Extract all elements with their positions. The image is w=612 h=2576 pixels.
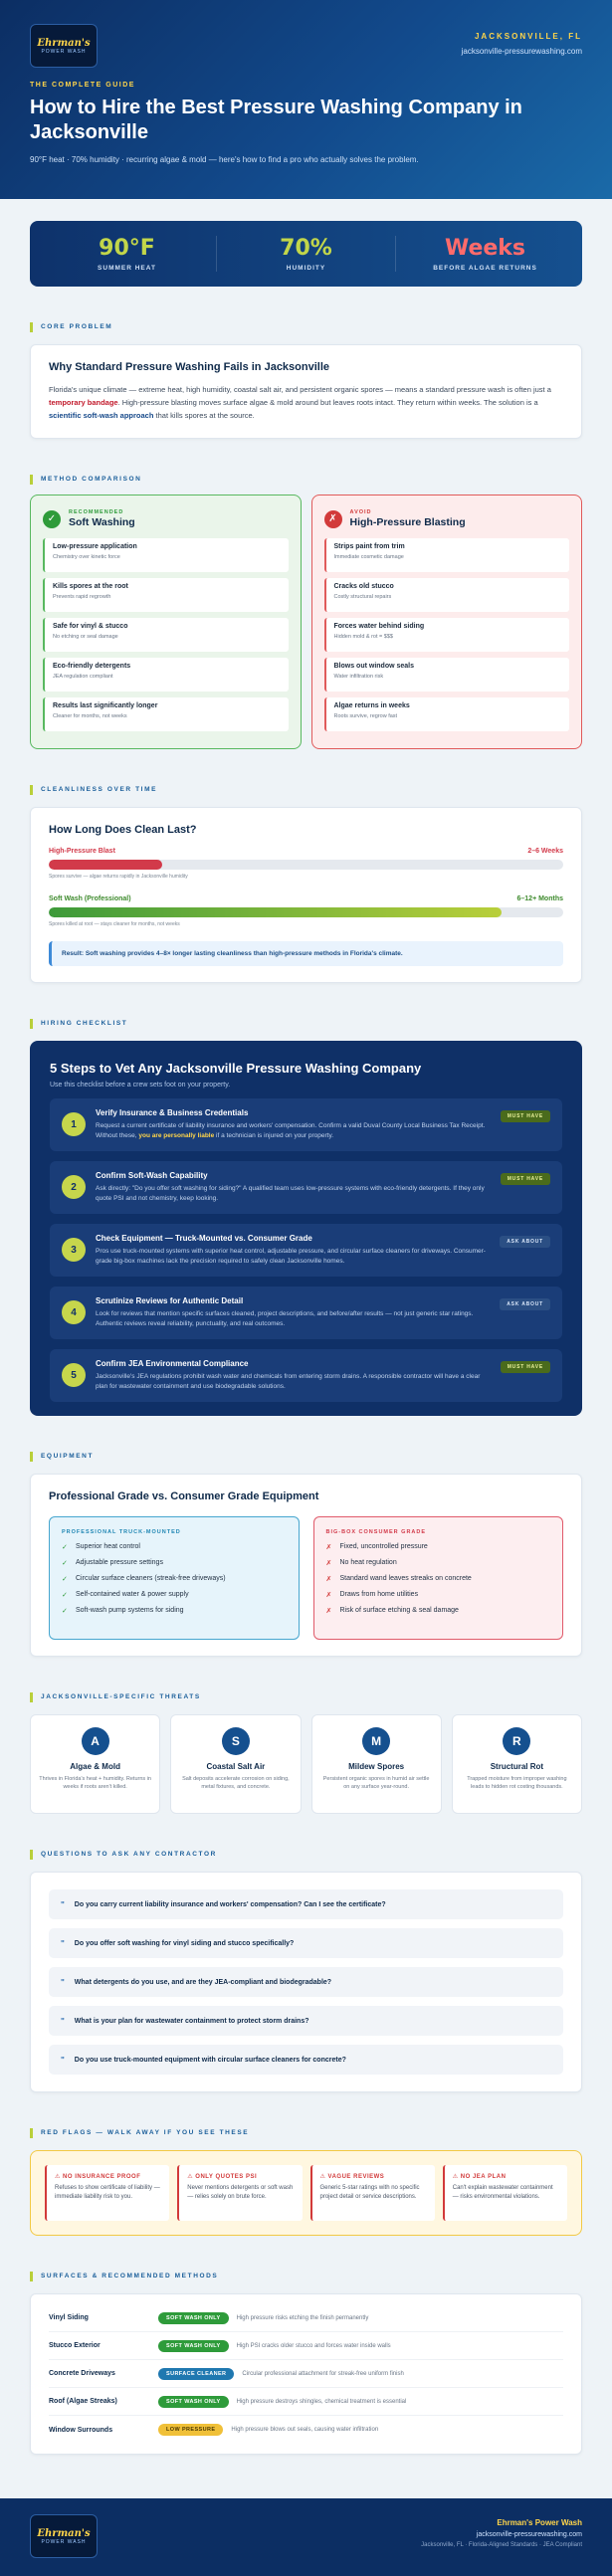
header-url-link[interactable]: jacksonville-pressurewashing.com — [461, 47, 582, 56]
progress-track — [49, 860, 563, 870]
hero-eyebrow: THE COMPLETE GUIDE — [30, 82, 135, 89]
section-label-equipment: EQUIPMENT — [30, 1452, 582, 1462]
footer — [0, 2498, 612, 2576]
section-label-red-flags: RED FLAGS — WALK AWAY IF YOU SEE THESE — [30, 2128, 582, 2138]
question-item[interactable]: " Do you use truck-mounted equipment with circular surface cleaners for concrete? — [49, 2045, 563, 2075]
bar-label: Soft Wash (Professional) — [49, 895, 131, 902]
footer-logo[interactable] — [30, 2514, 98, 2558]
quote-icon: " — [61, 2055, 65, 2065]
list-item: Kills spores at the root Prevents rapid regrowth — [43, 578, 289, 612]
question-item[interactable]: " Do you offer soft washing for vinyl siding and stucco specifically? — [49, 1928, 563, 1958]
must-have-badge: MUST HAVE — [501, 1361, 550, 1373]
step-number: 5 — [62, 1363, 86, 1387]
quote-icon: " — [61, 2016, 65, 2026]
x-icon: ✗ — [325, 1608, 332, 1615]
high-pressure-panel — [311, 495, 583, 749]
stat-algae — [396, 236, 574, 272]
check-icon: ✓ — [62, 1576, 68, 1583]
list-item: ✗ Draws from home utilities — [325, 1591, 419, 1599]
step-description: Ask directly: "Do you offer soft washing for siding?" A qualified team uses low-pressure systems with eco-friendly detergents. If they only quote PSI and not chemistry, keep looking. — [96, 1185, 485, 1202]
core-paragraph: Florida's unique climate — extreme heat, high humidity, coastal salt air, and persistent organic spores — means a standard pressure wash is often just a temporary bandage. High-pressure blasting moves surface algae & mold around but leaves roots intact. They return within weeks. The solution is a scientific soft-wash approach that kills spores at the source. — [49, 385, 551, 420]
bar-soft-wash — [49, 895, 563, 927]
step-title: Confirm Soft-Wash Capability — [96, 1171, 208, 1180]
soft-wash-title: Soft Washing — [69, 516, 135, 528]
question-item[interactable]: " What detergents do you use, and are they JEA-compliant and biodegradable? — [49, 1967, 563, 1997]
bar-high-pressure — [49, 848, 563, 880]
salt-icon: S — [222, 1727, 250, 1755]
red-flag-card: ⚠ VAGUE REVIEWS Generic 5-star ratings with no specific project detail or service descriptions. — [310, 2165, 435, 2221]
list-item: Safe for vinyl & stucco No etching or seal damage — [43, 618, 289, 652]
avoid-tag: AVOID — [349, 509, 372, 515]
step-number: 4 — [62, 1300, 86, 1324]
stat-value: 90°F — [99, 236, 155, 261]
red-flag-card: ⚠ NO JEA PLAN Can't explain wastewater containment — risks environmental violations. — [443, 2165, 567, 2221]
x-icon: ✗ — [324, 510, 342, 528]
ask-about-badge: ASK ABOUT — [500, 1236, 550, 1248]
checklist-panel — [30, 1041, 582, 1416]
red-flag-card: ⚠ NO INSURANCE PROOF Refuses to show certificate of liability — immediate liability risk to you. — [45, 2165, 169, 2221]
method-pill: SURFACE CLEANER — [158, 2368, 234, 2380]
x-icon: ✗ — [325, 1544, 332, 1551]
stat-label: SUMMER HEAT — [98, 265, 156, 272]
stat-label: HUMIDITY — [286, 265, 326, 272]
logo-subtext: POWER WASH — [41, 48, 87, 55]
list-item: Algae returns in weeks Roots survive, regrow fast — [324, 697, 570, 731]
quote-icon: " — [61, 1977, 65, 1987]
step-title: Confirm JEA Environmental Compliance — [96, 1359, 249, 1368]
list-item: Results last significantly longer Cleaner for months, not weeks — [43, 697, 289, 731]
cleanliness-card — [30, 807, 582, 983]
check-icon: ✓ — [62, 1608, 68, 1615]
stat-label: BEFORE ALGAE RETURNS — [433, 265, 537, 272]
x-icon: ✗ — [325, 1560, 332, 1567]
threat-card: M Mildew Spores Persistent organic spores in humid air settle on any surface year-round. — [311, 1714, 442, 1814]
surface-row: Concrete Driveways SURFACE CLEANER Circular professional attachment for streak-free uniform finish — [49, 2360, 563, 2388]
progress-fill — [49, 860, 162, 870]
checklist-step — [50, 1287, 562, 1339]
step-title: Scrutinize Reviews for Authentic Detail — [96, 1296, 244, 1305]
company-logo[interactable] — [30, 24, 98, 68]
bar-value: 6–12+ Months — [516, 895, 563, 902]
question-item[interactable]: " Do you carry current liability insurance and workers' compensation? Can I see the certificate? — [49, 1889, 563, 1919]
bar-note: Spores survive — algae returns rapidly in Jacksonville humidity — [49, 874, 188, 880]
header-contact — [462, 32, 582, 56]
result-callout: Result: Soft washing provides 4–8× longer lasting cleanliness than high-pressure methods in Florida's climate. — [49, 941, 563, 966]
section-label-threats: JACKSONVILLE-SPECIFIC THREATS — [30, 1692, 582, 1702]
x-icon: ✗ — [325, 1592, 332, 1599]
list-item: ✗ Standard wand leaves streaks on concrete — [325, 1575, 472, 1583]
step-number: 1 — [62, 1112, 86, 1136]
list-item: Eco-friendly detergents JEA regulation compliant — [43, 658, 289, 692]
checklist-step — [50, 1098, 562, 1151]
list-item: ✗ Risk of surface etching & seal damage — [325, 1607, 459, 1615]
bar-note: Spores killed at root — stays cleaner for months, not weeks — [49, 921, 180, 927]
step-description: Pros use truck-mounted systems with superior heat control, adjustable pressure, and circular surface cleaners for driveways. Consumer-grade big-box machines lack the precision required to safely clean Jacksonville homes. — [96, 1248, 486, 1265]
logo-text: Ehrman's — [37, 37, 91, 49]
pro-equipment-heading: PROFESSIONAL TRUCK-MOUNTED — [62, 1529, 181, 1535]
step-description: Look for reviews that mention specific surfaces cleaned, project descriptions, and before/after results — not just generic star ratings. Authentic reviews reveal reliability, punctuality, and real outcomes. — [96, 1310, 474, 1327]
list-item: Cracks old stucco Costly structural repairs — [324, 578, 570, 612]
surfaces-card — [30, 2293, 582, 2455]
equipment-card — [30, 1474, 582, 1657]
method-pill: SOFT WASH ONLY — [158, 2340, 229, 2352]
recommended-tag: RECOMMENDED — [69, 509, 124, 515]
step-number: 3 — [62, 1238, 86, 1262]
threat-card: A Algae & Mold Thrives in Florida's heat + humidity. Returns in weeks if roots aren't killed. — [30, 1714, 160, 1814]
mildew-icon: M — [362, 1727, 390, 1755]
stat-value: Weeks — [444, 236, 526, 261]
stat-humidity — [217, 236, 396, 272]
list-item: Forces water behind siding Hidden mold & rot = $$$ — [324, 618, 570, 652]
step-number: 2 — [62, 1175, 86, 1199]
hero-subtitle: 90°F heat · 70% humidity · recurring algae & mold — here's how to find a pro who actually solves the problem. — [30, 155, 419, 164]
footer-note: Jacksonville, FL · Florida-Aligned Standards · JEA Compliant — [421, 2542, 582, 2548]
algae-icon: A — [82, 1727, 109, 1755]
checklist-step — [50, 1161, 562, 1214]
footer-url-link[interactable]: jacksonville-pressurewashing.com — [476, 2531, 582, 2538]
progress-track — [49, 907, 563, 917]
consumer-equipment-box — [313, 1516, 564, 1640]
step-description: Jacksonville's JEA regulations prohibit wash water and chemicals from entering storm drains. A responsible contractor will have a clear plan for wastewater containment and use biodegradable solutions. — [96, 1373, 481, 1390]
core-title: Why Standard Pressure Washing Fails in Jacksonville — [49, 361, 330, 373]
red-flags-panel — [30, 2150, 582, 2236]
list-item: ✓ Superior heat control — [62, 1543, 140, 1551]
list-item: Low-pressure application Chemistry over kinetic force — [43, 538, 289, 572]
quote-icon: " — [61, 1899, 65, 1909]
method-comparison — [30, 495, 582, 749]
soft-wash-panel — [30, 495, 302, 749]
surface-row: Stucco Exterior SOFT WASH ONLY High PSI cracks older stucco and forces water inside walls — [49, 2332, 563, 2360]
high-pressure-title: High-Pressure Blasting — [349, 516, 466, 528]
list-item: ✓ Self-contained water & power supply — [62, 1591, 189, 1599]
stats-bar — [30, 221, 582, 287]
section-label-surfaces: SURFACES & RECOMMENDED METHODS — [30, 2272, 582, 2281]
stat-value: 70% — [280, 236, 332, 261]
ask-about-badge: ASK ABOUT — [500, 1298, 550, 1310]
check-icon: ✓ — [62, 1544, 68, 1551]
quote-icon: " — [61, 1938, 65, 1948]
step-title: Verify Insurance & Business Credentials — [96, 1108, 249, 1117]
checklist-step — [50, 1224, 562, 1277]
list-item: ✓ Adjustable pressure settings — [62, 1559, 163, 1567]
surface-row: Window Surrounds LOW PRESSURE High pressure blows out seals, causing water infiltration — [49, 2416, 563, 2444]
page-title: How to Hire the Best Pressure Washing Company in Jacksonville — [30, 97, 522, 143]
bar-value: 2–6 Weeks — [527, 848, 563, 855]
method-pill: SOFT WASH ONLY — [158, 2312, 229, 2324]
section-label-method: METHOD COMPARISON — [30, 475, 582, 485]
section-label-checklist: HIRING CHECKLIST — [30, 1019, 582, 1029]
header-location: JACKSONVILLE, FL — [474, 32, 582, 41]
surface-row: Roof (Algae Streaks) SOFT WASH ONLY High pressure destroys shingles, chemical treatment is essential — [49, 2388, 563, 2416]
stat-heat — [38, 236, 217, 272]
threat-card: R Structural Rot Trapped moisture from improper washing leads to hidden rot costing thousands. — [452, 1714, 582, 1814]
check-icon: ✓ — [62, 1560, 68, 1567]
question-item[interactable]: " What is your plan for wastewater containment to protect storm drains? — [49, 2006, 563, 2036]
footer-brand: Ehrman's Power Wash — [497, 2518, 582, 2527]
section-label-cleanliness: CLEANLINESS OVER TIME — [30, 785, 582, 795]
threat-card: S Coastal Salt Air Salt deposits accelerate corrosion on siding, metal fixtures, and concrete. — [170, 1714, 301, 1814]
checklist-step — [50, 1349, 562, 1402]
pro-equipment-box — [49, 1516, 300, 1640]
step-title: Check Equipment — Truck-Mounted vs. Consumer Grade — [96, 1234, 312, 1243]
x-icon: ✗ — [325, 1576, 332, 1583]
method-pill: SOFT WASH ONLY — [158, 2396, 229, 2408]
list-item: ✗ No heat regulation — [325, 1559, 397, 1567]
bar-label: High-Pressure Blast — [49, 848, 115, 855]
questions-card — [30, 1872, 582, 2092]
logo-subtext: POWER WASH — [41, 2538, 87, 2545]
logo-text: Ehrman's — [37, 2527, 91, 2539]
list-item: Blows out window seals Water infiltration risk — [324, 658, 570, 692]
check-icon: ✓ — [62, 1592, 68, 1599]
method-pill: LOW PRESSURE — [158, 2424, 223, 2436]
list-item: ✓ Soft-wash pump systems for siding — [62, 1607, 184, 1615]
must-have-badge: MUST HAVE — [501, 1110, 550, 1122]
threats-grid — [30, 1714, 582, 1814]
equipment-title: Professional Grade vs. Consumer Grade Equipment — [49, 1490, 319, 1502]
list-item: ✗ Fixed, uncontrolled pressure — [325, 1543, 428, 1551]
checklist-subtitle: Use this checklist before a crew sets foot on your property. — [50, 1082, 231, 1089]
footer-info — [421, 2518, 582, 2548]
hero-header — [0, 0, 612, 199]
section-label-questions: QUESTIONS TO ASK ANY CONTRACTOR — [30, 1850, 582, 1860]
progress-fill — [49, 907, 502, 917]
rot-icon: R — [503, 1727, 530, 1755]
checklist-title: 5 Steps to Vet Any Jacksonville Pressure Washing Company — [50, 1061, 422, 1076]
surface-row: Vinyl Siding SOFT WASH ONLY High pressure risks etching the finish permanently — [49, 2304, 563, 2332]
consumer-equipment-heading: BIG-BOX CONSUMER GRADE — [325, 1529, 427, 1535]
core-problem-card — [30, 344, 582, 439]
check-icon: ✓ — [43, 510, 61, 528]
must-have-badge: MUST HAVE — [501, 1173, 550, 1185]
red-flag-card: ⚠ ONLY QUOTES PSI Never mentions detergents or soft wash — relies solely on brute force. — [177, 2165, 302, 2221]
cleanliness-title: How Long Does Clean Last? — [49, 824, 197, 836]
step-description: Request a current certificate of liability insurance and workers' compensation. Confirm a valid Duval County Local Business Tax Receipt. Without these, you are personally liable if a technician is injured on your property. — [96, 1122, 486, 1139]
list-item: ✓ Circular surface cleaners (streak-free driveways) — [62, 1575, 226, 1583]
section-label-core: CORE PROBLEM — [30, 322, 582, 332]
list-item: Strips paint from trim Immediate cosmetic damage — [324, 538, 570, 572]
